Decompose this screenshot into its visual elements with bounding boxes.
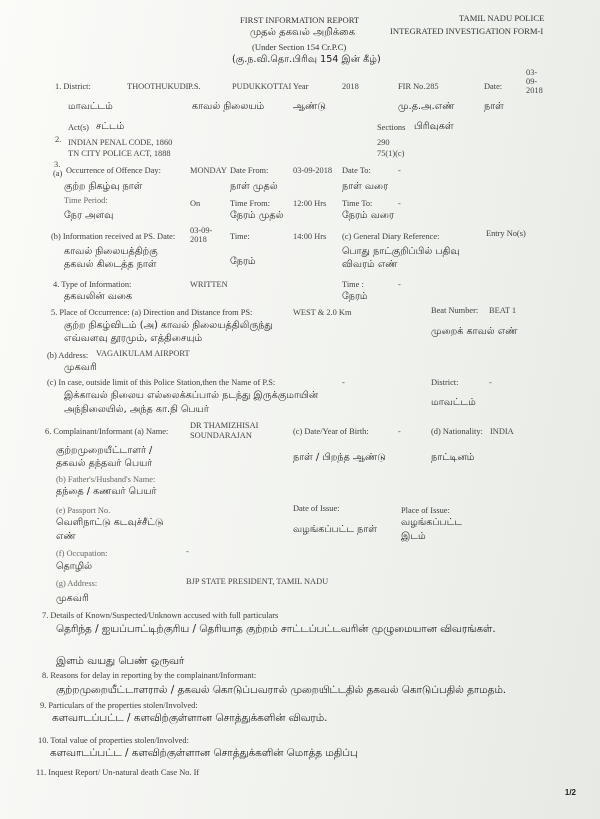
time-from: 12:00 Hrs (293, 199, 327, 208)
ps-value: PUDUKKOTTAI (232, 82, 292, 91)
occurrence-day-label: Occurrence of Offence Day: (66, 166, 161, 175)
stolen-value-label: 10. Total value of properties stolen/Involved: (38, 736, 189, 745)
info-received-date: 03-09-2018 (190, 226, 213, 245)
section-2: 75(1)(c) (377, 149, 405, 158)
inquest-label: 11. Inquest Report/ Un-natural death Case No. If (36, 768, 200, 777)
issue-date-label: Date of Issue: (293, 504, 340, 513)
sections-label: Sections (377, 123, 406, 132)
dob-value: - (398, 427, 401, 436)
nationality-label: (d) Nationality: (431, 427, 483, 436)
fir-label: FIR No. (398, 82, 426, 91)
stolen-property-tamil: களவாடப்பட்ட / களவிற்குள்ளான சொத்துக்களின் விவரம். (52, 712, 328, 724)
form-section-tamil: (கு.ந.வி.தொ.பிரிவு 154 இன் கீழ்) (232, 54, 381, 65)
accused-label: 7. Details of Known/Suspected/Unknown accused with full particulars (42, 611, 279, 620)
outside-ps-tamil-1: இக்காவல் நிலைய எல்லைக்கப்பால் நடந்து இருக்குமாயின் (64, 390, 319, 401)
time-to: - (398, 199, 401, 208)
beat-number: BEAT 1 (489, 306, 517, 315)
place-tamil-2: எவ்வளவு தூரமும், எத்திசையும் (64, 333, 203, 344)
accused-label-tamil: தெரிந்த / ஐயப்பாட்டிற்குரிய / தெரியாத குற்றம் சாட்டப்பட்டவரின் முழுமையான விவரங்கள். (56, 623, 496, 635)
time-period-label: Time Period: (64, 196, 108, 205)
time-period: On (190, 199, 201, 208)
ps-label: P.S. (188, 82, 201, 91)
date-from-tamil: நாள் முதல் (230, 181, 278, 192)
date-label-tamil: நாள் (484, 101, 504, 112)
info-type-label: 4. Type of Information: (53, 280, 132, 289)
item-3a: (a) (53, 169, 63, 178)
stolen-value-tamil: களவாடப்பட்ட / களவிற்குள்ளான சொத்துக்களின் மொத்த மதிப்பு (50, 747, 358, 759)
item-2-number: 2. (55, 135, 62, 144)
nationality-tamil: நாட்டினம் (431, 452, 475, 463)
place-label: 5. Place of Occurrence: (a) Direction and Distance from PS: (51, 308, 253, 317)
nationality-value: INDIA (490, 427, 514, 436)
section-1: 290 (377, 138, 390, 147)
form-name: INTEGRATED INVESTIGATION FORM-I (390, 26, 544, 36)
outside-district-value: - (489, 378, 492, 387)
form-title: FIRST INFORMATION REPORT (240, 15, 360, 25)
time-from-tamil: நேரம் முதல் (230, 210, 284, 221)
complainant-address: BJP STATE PRESIDENT, TAMIL NADU (186, 577, 329, 586)
info-type: WRITTEN (190, 280, 228, 289)
accused-details: இளம் வயது பெண் ஒருவர் (56, 655, 185, 667)
ps-label-tamil: காவல் நிலையம் (192, 101, 265, 112)
district-label-tamil: மாவட்டம் (68, 101, 113, 112)
complainant-address-label: (g) Address: (56, 579, 98, 588)
form-section: (Under Section 154 Cr.P.C) (252, 42, 347, 52)
info-received-tamil-1: காவல் நிலையத்திற்கு (64, 246, 158, 257)
fir-label-tamil: மு.த.அ.எண் (398, 101, 455, 112)
outside-district-tamil: மாவட்டம் (431, 397, 476, 408)
place-tamil-1: குற்ற நிகழ்விடம் (அ) காவல் நிலையத்திலிருந்து (64, 320, 273, 331)
act-2: TN CITY POLICE ACT, 1888 (68, 149, 171, 158)
info-time-label: Time: (230, 232, 250, 241)
dob-label: (c) Date/Year of Birth: (293, 427, 369, 436)
passport-tamil-1: வெளிநாட்டு கடவுச்சீட்டு (56, 517, 164, 528)
issue-place-tamil-2: இடம் (401, 531, 426, 542)
occupation-tamil: தொழில் (56, 561, 93, 572)
place-address-label: (b) Address: (47, 351, 89, 360)
passport-tamil-2: எண் (56, 531, 76, 542)
outside-ps-tamil-2: அந்நிலையில், அந்த கா.நி பெயர் (64, 404, 209, 415)
outside-district-label: District: (431, 378, 459, 387)
gd-reference-label: (c) General Diary Reference: (342, 232, 440, 241)
complainant-label: 6. Complainant/Informant (a) Name: (45, 427, 169, 436)
year-value: 2018 (342, 82, 359, 91)
form-title-tamil: முதல் தகவல் அறிக்கை (250, 27, 356, 38)
outside-ps-value: - (342, 378, 345, 387)
beat-label: Beat Number: (431, 306, 479, 315)
time-to-label: Time To: (342, 199, 373, 208)
issue-place-tamil-1: வழங்கப்பட்ட (401, 517, 462, 528)
complainant-address-tamil: முகவரி (56, 593, 89, 604)
info-received-label: (b) Information received at PS. Date: (51, 232, 176, 241)
item-3-number: 3. (54, 160, 61, 169)
complainant-name-1: DR THAMIZHISAI (190, 421, 259, 430)
father-name-label: (b) Father's/Husband's Name: (56, 475, 156, 484)
occupation-value: - (186, 547, 189, 556)
acts-label: Act(s) (68, 123, 89, 132)
date-from: 03-09-2018 (293, 166, 333, 175)
dob-tamil: நாள் / பிறந்த ஆண்டு (293, 452, 386, 463)
acts-label-tamil: சட்டம் (96, 121, 125, 132)
info-type-time-label: Time : (342, 280, 364, 289)
date-from-label: Date From: (230, 166, 269, 175)
fir-date: 03-09-2018 (526, 68, 543, 95)
place-address-tamil: முகவரி (64, 362, 97, 373)
info-received-tamil-2: தகவல் கிடைத்த நாள் (64, 259, 157, 270)
info-type-tamil: தகவலின் வகை (64, 291, 133, 302)
father-name-tamil: தந்தை / கணவர் பெயர் (56, 486, 157, 497)
gd-reference-tamil-1: பொது நாட்குறிப்பில் பதிவு (342, 246, 460, 257)
date-label: Date: (484, 82, 503, 91)
entry-no-label: Entry No(s) (486, 229, 526, 238)
occurrence-day-tamil: குற்ற நிகழ்வு நாள் (64, 181, 143, 192)
org-name: TAMIL NADU POLICE (459, 13, 545, 23)
beat-tamil: முறைக் காவல் எண் (431, 326, 518, 337)
gd-reference-tamil-2: விவரம் எண் (342, 259, 398, 270)
delay-reason-tamil: குற்றமுறையீட்டாளரால் / தகவல் கொடுப்பவரால் முறையிட்டதில் தகவல் கொடுப்பதில் தாமதம். (56, 684, 507, 696)
place-address: VAGAIKULAM AIRPORT (96, 349, 190, 358)
issue-date-tamil: வழங்கப்பட்ட நாள் (293, 524, 377, 535)
time-period-tamil: நேர அளவு (64, 210, 114, 221)
info-time-tamil: நேரம் (230, 256, 256, 267)
complainant-tamil-2: தகவல் தந்தவர் பெயர் (56, 458, 153, 469)
complainant-tamil-1: குற்றமுறையீட்டாளர் / (56, 445, 153, 456)
passport-label: (e) Passport No. (56, 506, 111, 515)
outside-ps-label: (c) In case, outside limit of this Police Station,then the Name of P.S: (47, 378, 276, 387)
time-to-tamil: நேரம் வரை (342, 210, 394, 221)
info-type-time-tamil: நேரம் (342, 291, 368, 302)
date-to: - (398, 166, 401, 175)
act-1: INDIAN PENAL CODE, 1860 (68, 138, 173, 147)
occurrence-day: MONDAY (190, 166, 227, 175)
date-to-label: Date To: (342, 166, 371, 175)
issue-place-label: Place of Issue: (401, 506, 450, 515)
page-number: 1/2 (564, 788, 576, 797)
stolen-property-label: 9. Particulars of the properties stolen/Involved: (40, 701, 198, 710)
info-time: 14:00 Hrs (293, 232, 327, 241)
occupation-label: (f) Occupation: (56, 549, 108, 558)
date-to-tamil: நாள் வரை (342, 181, 389, 192)
year-label-tamil: ஆண்டு (293, 101, 326, 112)
district-label: 1. District: (55, 82, 91, 91)
delay-reason-label: 8. Reasons for delay in reporting by the complainant/Informant: (42, 671, 257, 680)
time-from-label: Time From: (230, 199, 270, 208)
fir-number: 285 (426, 82, 439, 91)
year-label: Year (293, 82, 309, 91)
sections-label-tamil: பிரிவுகள் (414, 121, 454, 132)
district-value: THOOTHUKUDI (127, 82, 189, 91)
complainant-name-2: SOUNDARAJAN (190, 431, 252, 440)
info-type-time: - (398, 280, 401, 289)
place-direction: WEST & 2.0 Km (293, 308, 352, 317)
